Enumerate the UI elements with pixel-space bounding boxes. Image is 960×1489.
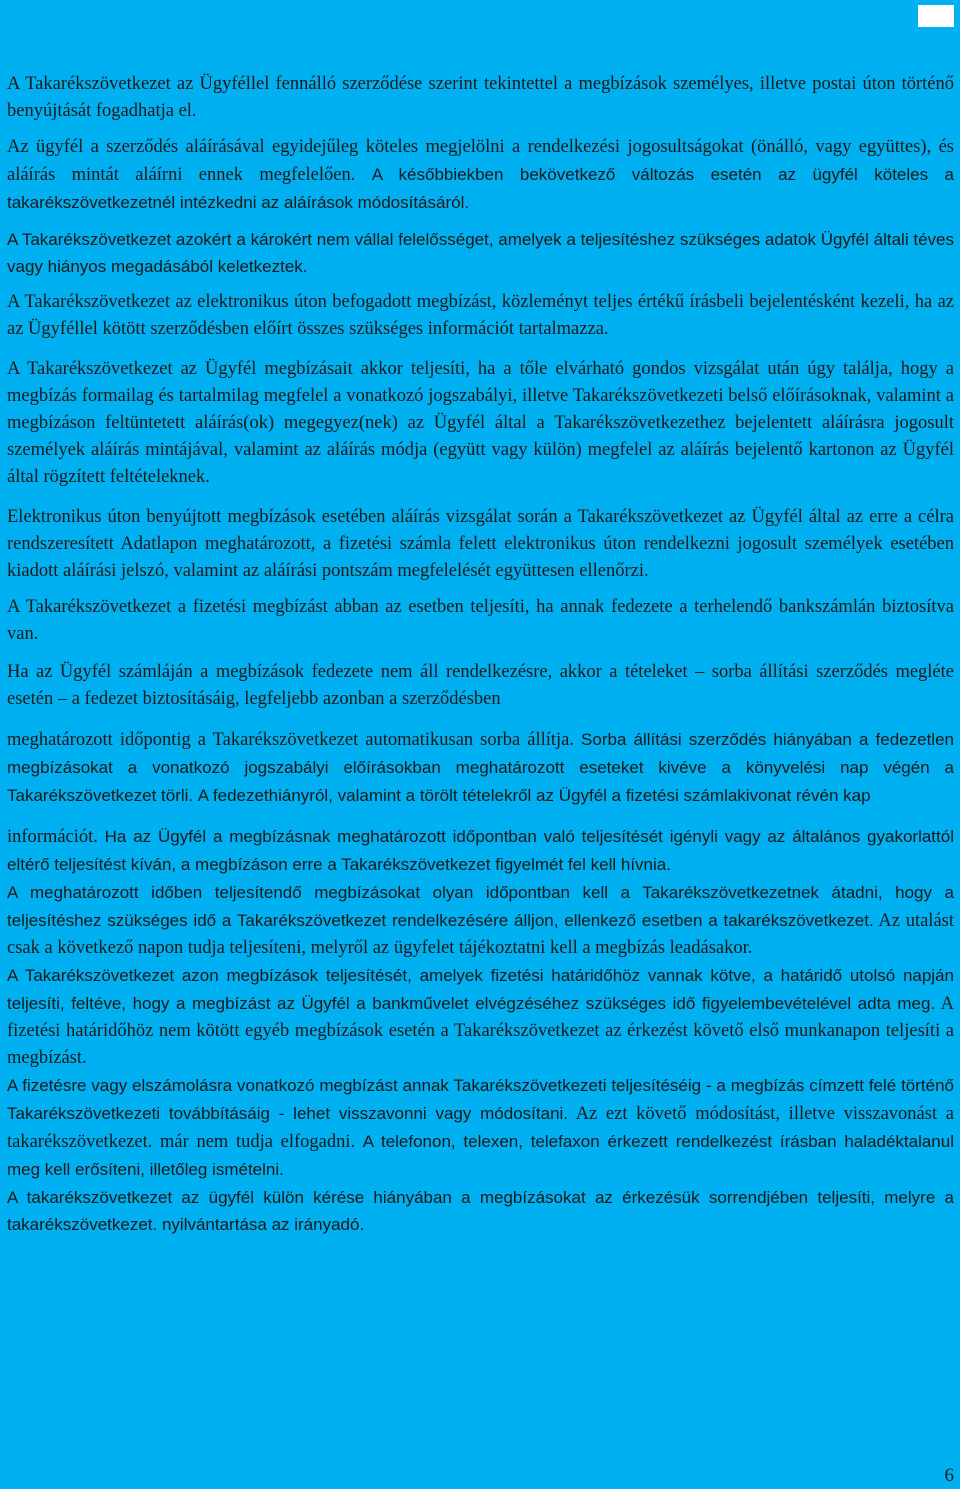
sentence: Az ügyfél a szerződés aláírásával egyidejűleg köteles megjelölni a rendelkezési jogosultságokat (önálló, vagy együttes), és aláírás mintát aláírni ennek megfelelően. <box>7 137 954 185</box>
paragraph <box>7 879 954 962</box>
paragraph: A Takarékszövetkezet azokért a károkért nem vállal felelősséget, amelyek a teljesítéshez szükséges adatok Ügyfél általi téves vagy hiányos megadásából keletkeztek. <box>7 230 954 276</box>
sentence: A telefonon, telexen, telefaxon érkezett rendelkezést írásban haladéktalanul meg kell erősíteni, illetőleg ismételni. <box>7 1132 954 1179</box>
sentence: A későbbiekben bekövetkező változás esetén az ügyfél köteles a takarékszövetkezetnél intézkedni az aláírások módosításáról. <box>7 165 955 212</box>
paragraph <box>7 1072 954 1184</box>
sentence: A fedezethiányról, valamint a törölt tételekről az Ügyfél a fizetési számlakivonat révén kap <box>197 786 871 805</box>
sentence: A meghatározott időben teljesítendő megbízásokat olyan időpontban kell a Takarékszövetkezetnek átadni, hogy a teljesítéshez szükséges idő a Takarékszövetkezet rendelkezésére álljon, ellenkező esetben a takarékszövetkezet. <box>7 883 954 930</box>
page-number: 6 <box>944 1465 954 1486</box>
paragraph: A Takarékszövetkezet az elektronikus úton befogadott megbízást, közleményt teljes értékű írásbeli bejelentésként kezeli, ha az az Ügyféllel kötött szerződésben előírt összes szükséges információt tartalmazza. <box>7 292 954 339</box>
sentence: információt. <box>7 827 98 847</box>
sentence: Az utalást csak a következő napon tudja teljesíteni, melyről az ügyfelet tájékoztatni kell a megbízás leadásakor. <box>7 911 954 958</box>
paragraph <box>7 823 954 879</box>
corner-marker <box>918 5 954 27</box>
sentence: Ha az Ügyfél a megbízásnak meghatározott időpontban való teljesítését igényli vagy az általános gyakorlattól eltérő teljesítést kíván, a megbízáson erre a Takarékszövetkezet figyelmét fel kell hívnia. <box>7 827 954 874</box>
sentence: A fizetési határidőhöz nem kötött egyéb megbízások esetén a Takarékszövetkezet az érkezést követő első munkanapon teljesíti a megbízást. <box>7 994 954 1068</box>
paragraph: Ha az Ügyfél számláján a megbízások fedezete nem áll rendelkezésre, akkor a tételeket – sorba állítási szerződés megléte esetén – a fedezet biztosításáig, legfeljebb azonban a szerződésben <box>7 662 954 709</box>
paragraph: A Takarékszövetkezet a fizetési megbízást abban az esetben teljesíti, ha annak fedezete a terhelendő bankszámlán biztosítva van. <box>7 597 954 644</box>
paragraph <box>7 726 954 810</box>
document-body <box>7 71 954 1238</box>
paragraph: A Takarékszövetkezet az Ügyféllel fennálló szerződése szerint tekintettel a megbízások személyes, illetve postai úton történő benyújtását fogadhatja el. <box>7 74 954 121</box>
sentence: meghatározott időpontig a Takarékszövetkezet automatikusan sorba állítja. <box>7 730 575 750</box>
paragraph: Elektronikus úton benyújtott megbízások esetében aláírás vizsgálat során a Takarékszövetkezet az Ügyfél által az erre a célra rendszeresített Adatlapon meghatározott, a fizetési számla felett elektronikus úton rendelkezni jogosult személyek esetében kiadott aláírási jelszó, valamint az aláírási pontszám megfelelését együttesen ellenőrzi. <box>7 507 954 581</box>
sentence: A fizetésre vagy elszámolásra vonatkozó megbízást annak Takarékszövetkezeti teljesítéséig - a megbízás címzett felé történő Takarékszövetkezeti továbbításáig - lehet visszavonni vagy módosítani. <box>7 1076 954 1123</box>
paragraph <box>7 962 954 1072</box>
paragraph: A takarékszövetkezet az ügyfél külön kérése hiányában a megbízásokat az érkezésük sorrendjében teljesíti, melyre a takarékszövetkezet. nyilvántartása az irányadó. <box>7 1188 954 1234</box>
paragraph <box>7 134 954 217</box>
sentence: Az ezt követő módosítást, illetve visszavonást a takarékszövetkezet. már nem tudja elfogadni. <box>7 1104 954 1152</box>
paragraph: A Takarékszövetkezet az Ügyfél megbízásait akkor teljesíti, ha a tőle elvárható gondos vizsgálat után úgy találja, hogy a megbízás formailag és tartalmilag megfelel a vonatkozó jogszabályi, illetve Takarékszövetkezeti belső előírásoknak, valamint a megbízáson feltüntetett aláírás(ok) megegyez(nek) az Ügyfél által a Takarékszövetkezethez bejelentett aláírásra jogosult személyek aláírás mintájával, valamint az aláírás módja (együtt vagy külön) megfelel az aláírás bejelentő kartonon az Ügyfél által rögzített feltételeknek. <box>7 359 954 487</box>
sentence: A Takarékszövetkezet azon megbízások teljesítését, amelyek fizetési határidőhöz vannak kötve, a határidő utolsó napján teljesíti, feltéve, hogy a megbízást az Ügyfél a bankművelet elvégzéséhez szükséges idő figyelembevételével adta meg. <box>7 966 954 1013</box>
sentence: Sorba állítási szerződés hiányában a fedezetlen megbízásokat a vonatkozó jogszabályi előírásokban meghatározott eseteket kivéve a könyvelési nap végén a Takarékszövetkezet törli. <box>7 730 954 805</box>
